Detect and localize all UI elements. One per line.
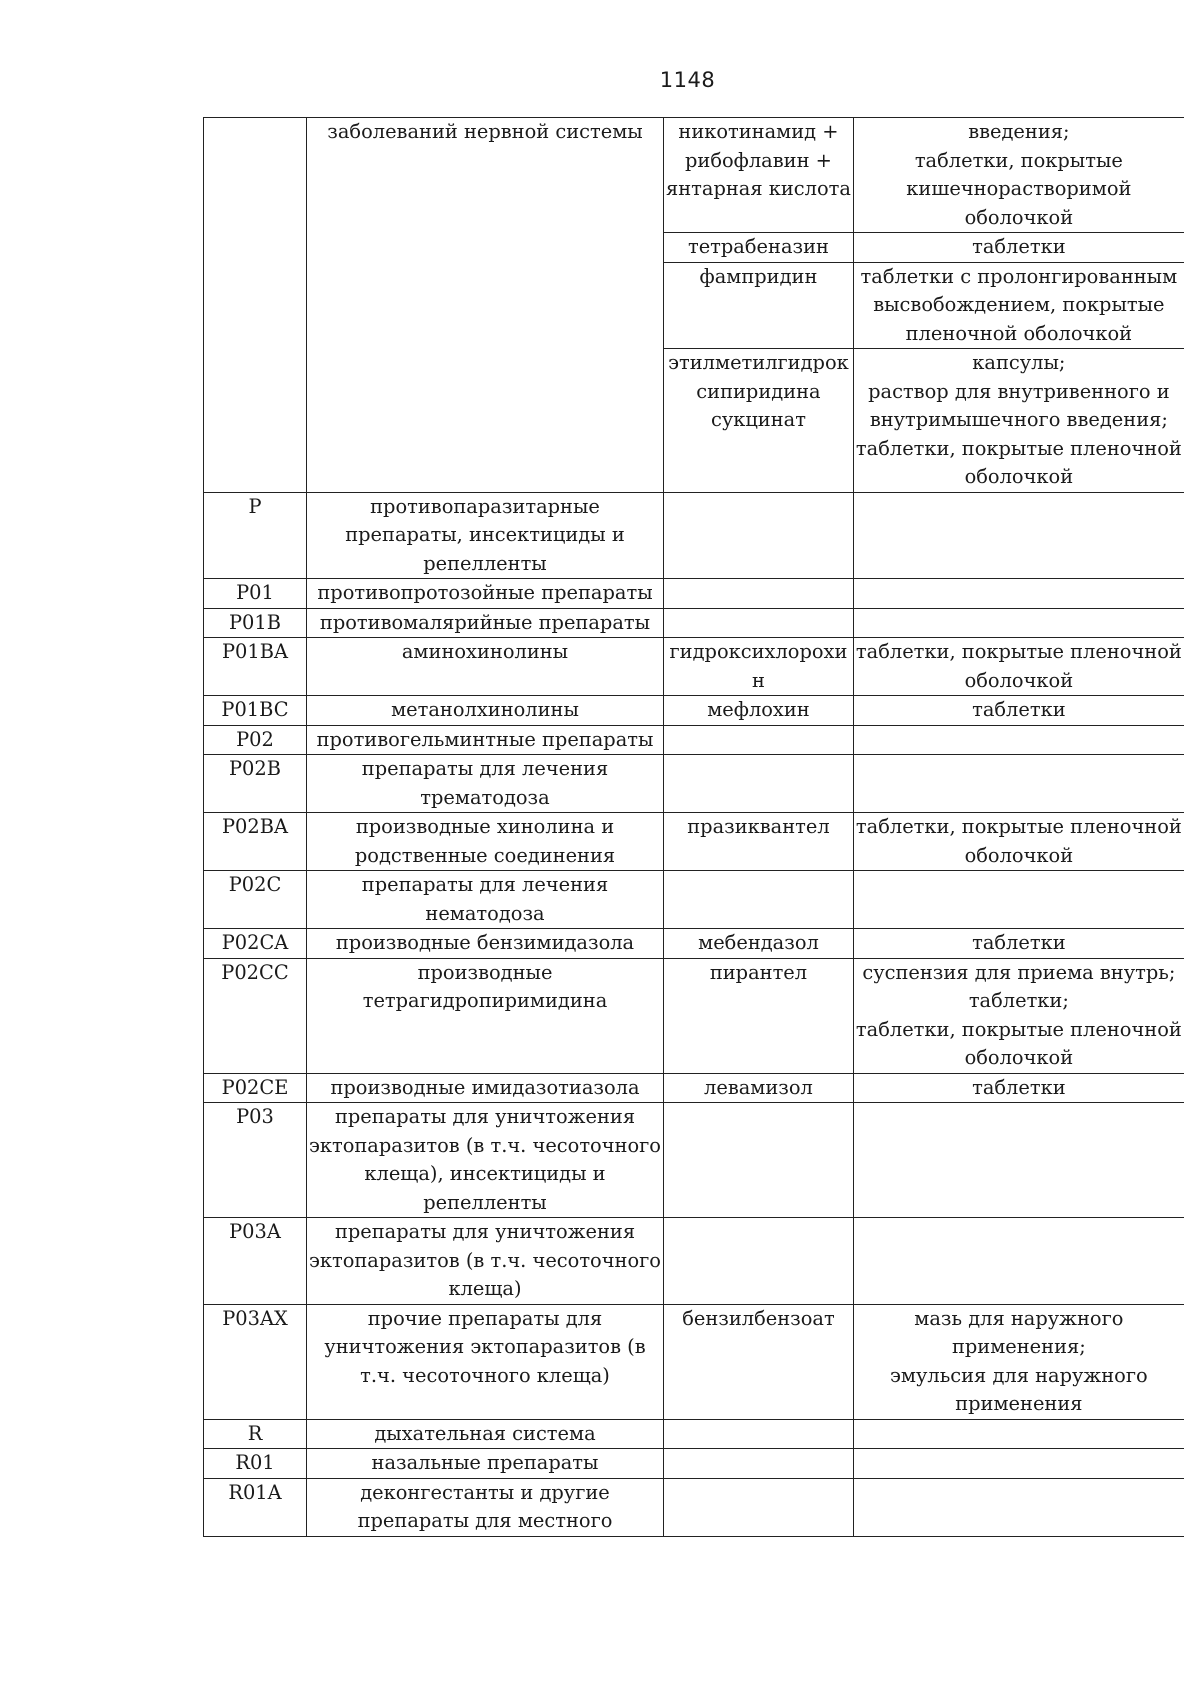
group-name-cell xyxy=(307,958,664,1073)
group-name-line: назальные препараты xyxy=(371,1451,599,1474)
dosage-form-entry xyxy=(854,232,1184,262)
atc-code-cell xyxy=(204,725,307,755)
drug-name-line: мефлохин xyxy=(707,698,810,721)
atc-code: R01A xyxy=(228,1480,282,1504)
atc-code: P01BC xyxy=(221,698,289,721)
drug-name-cell xyxy=(664,1073,854,1103)
atc-code-cell xyxy=(204,579,307,609)
atc-code-cell xyxy=(204,1478,307,1536)
dosage-form-line: таблетки, покрытые пленочной xyxy=(855,640,1182,663)
group-name-line: аминохинолины xyxy=(401,640,569,663)
group-name-line: препараты, инсектициды и xyxy=(345,523,625,546)
drug-name-cell xyxy=(664,725,854,755)
dosage-form-cell xyxy=(853,1478,1183,1536)
drug-name-cell xyxy=(664,1449,854,1479)
group-name-line: противомалярийные препараты xyxy=(319,610,651,634)
table-row xyxy=(204,492,1184,579)
dosage-form-cell xyxy=(853,579,1183,609)
group-name-cell xyxy=(307,696,664,726)
drug-name-line: бензилбензоат xyxy=(682,1306,835,1330)
atc-code-cell xyxy=(204,608,307,638)
atc-code: P02BA xyxy=(222,815,288,838)
drug-entry xyxy=(664,118,853,232)
dosage-form-cell xyxy=(853,492,1183,579)
drug-name-line: сипиридина xyxy=(696,379,821,403)
drug-name-cell xyxy=(664,871,854,929)
dosage-form-line: оболочкой xyxy=(964,205,1074,229)
group-name-cell xyxy=(307,929,664,959)
group-name-line: дыхательная система xyxy=(374,1421,596,1445)
group-name-cell xyxy=(307,638,664,696)
drug-name-cell xyxy=(664,696,854,726)
table-row xyxy=(204,1103,1184,1218)
drug-classification-table xyxy=(203,117,1184,1537)
table-row-continuation xyxy=(204,118,1184,493)
dosage-form-line: оболочкой xyxy=(964,843,1074,867)
dosage-form-cell xyxy=(853,755,1183,813)
atc-code-cell xyxy=(204,929,307,959)
drug-name-cell xyxy=(664,1103,854,1218)
drug-name-cell xyxy=(664,929,854,959)
atc-code: P02CA xyxy=(221,931,289,954)
dosage-form-line: таблетки с пролонгированным xyxy=(860,264,1178,288)
atc-code: P01BA xyxy=(222,640,288,663)
dosage-form-line: кишечнорастворимой xyxy=(906,177,1132,200)
atc-code: P03 xyxy=(236,1105,274,1128)
group-name-cell xyxy=(307,1073,664,1103)
drug-name-cell xyxy=(664,958,854,1073)
drug-entry xyxy=(664,232,853,262)
atc-code: P01B xyxy=(229,610,281,634)
atc-code: P02C xyxy=(228,873,282,896)
dosage-form-line: таблетки xyxy=(972,235,1066,258)
group-name-line: препараты для уничтожения xyxy=(334,1220,636,1243)
drug-name-cell xyxy=(664,813,854,871)
group-name-cell xyxy=(307,608,664,638)
group-name-cell xyxy=(307,1478,664,1536)
dosage-form-cell xyxy=(853,608,1183,638)
group-name-cell xyxy=(307,813,664,871)
drug-name-line: гидроксихлорохи xyxy=(669,640,848,663)
group-name-line: противогельминтные препараты xyxy=(316,727,654,751)
drug-name-cell xyxy=(664,118,854,493)
group-name-line: эктопаразитов (в т.ч. чесоточного xyxy=(309,1133,661,1157)
table-row xyxy=(204,696,1184,726)
atc-code: P03AX xyxy=(222,1306,288,1330)
dosage-form-line: таблетки xyxy=(972,1075,1066,1099)
atc-code-cell xyxy=(204,813,307,871)
drug-name-line: рибофлавин + xyxy=(685,148,832,172)
atc-code: P02CE xyxy=(221,1075,289,1099)
group-name-line: клеща), инсектициды и xyxy=(364,1162,606,1185)
atc-code: R01 xyxy=(235,1451,275,1474)
atc-code-cell xyxy=(204,1419,307,1449)
drug-name-cell xyxy=(664,1218,854,1305)
dosage-form-line: капсулы; xyxy=(972,351,1066,374)
atc-code-cell xyxy=(204,1103,307,1218)
dosage-form-cell xyxy=(853,1449,1183,1479)
group-name-cell xyxy=(307,871,664,929)
table-row xyxy=(204,579,1184,609)
dosage-form-cell xyxy=(853,725,1183,755)
drug-name-line: этилметилгидрок xyxy=(668,351,849,374)
dosage-form-cell xyxy=(853,1103,1183,1218)
group-name-cell xyxy=(307,1449,664,1479)
group-name-cell xyxy=(307,1419,664,1449)
dosage-form-cell xyxy=(853,871,1183,929)
atc-code: P xyxy=(248,494,262,518)
group-name-line: т.ч. чесоточного клеща) xyxy=(360,1363,610,1387)
dosage-form-entry xyxy=(854,118,1184,232)
dosage-form-line: высвобождением, покрытые xyxy=(873,293,1165,316)
atc-code-cell xyxy=(204,1304,307,1419)
drug-name-line: н xyxy=(751,668,765,692)
table-row xyxy=(204,725,1184,755)
atc-code-cell xyxy=(204,1218,307,1305)
dosage-form-line: оболочкой xyxy=(964,1046,1074,1069)
dosage-form-entry xyxy=(854,262,1184,349)
drug-name-cell xyxy=(664,638,854,696)
table-row xyxy=(204,1218,1184,1305)
dosage-form-cell xyxy=(853,1073,1183,1103)
dosage-form-line: введения; xyxy=(968,120,1070,143)
group-name-cell xyxy=(307,755,664,813)
group-name-line: деконгестанты и другие xyxy=(360,1480,610,1504)
group-name-line: заболеваний нервной системы xyxy=(327,120,643,143)
dosage-form-entry xyxy=(854,348,1184,492)
dosage-form-line: таблетки, покрытые xyxy=(914,148,1123,172)
group-name-line: препараты для уничтожения xyxy=(334,1105,636,1128)
drug-name-line: сукцинат xyxy=(710,408,806,431)
dosage-form-cell xyxy=(853,958,1183,1073)
group-name-line: производные бензимидазола xyxy=(335,931,635,954)
dosage-form-line: оболочкой xyxy=(964,465,1074,488)
atc-code-cell xyxy=(204,696,307,726)
drug-name-cell xyxy=(664,1478,854,1536)
drug-entry xyxy=(664,262,853,349)
dosage-form-line: таблетки xyxy=(972,931,1066,954)
table-row xyxy=(204,1304,1184,1419)
dosage-form-line: таблетки, покрытые пленочной xyxy=(855,815,1182,838)
dosage-form-cell xyxy=(853,118,1183,493)
group-name-line: производные xyxy=(417,960,553,984)
group-name-line: трематодоза xyxy=(420,785,550,809)
table-body xyxy=(204,118,1184,1537)
atc-code: P02CC xyxy=(221,960,289,984)
table-row xyxy=(204,1419,1184,1449)
dosage-form-line: пленочной оболочкой xyxy=(905,321,1133,345)
group-name-line: родственные соединения xyxy=(354,843,616,867)
group-name-cell xyxy=(307,1218,664,1305)
group-name-line: метанолхинолины xyxy=(391,698,579,721)
table-row xyxy=(204,638,1184,696)
drug-name-line: левамизол xyxy=(704,1075,813,1099)
drug-name-line: тетрабеназин xyxy=(687,235,829,258)
atc-code-cell xyxy=(204,1073,307,1103)
dosage-form-cell xyxy=(853,813,1183,871)
dosage-form-cell xyxy=(853,1304,1183,1419)
table-row xyxy=(204,755,1184,813)
group-name-cell xyxy=(307,579,664,609)
atc-code: P01 xyxy=(236,581,274,604)
group-name-cell xyxy=(307,1304,664,1419)
table-row xyxy=(204,958,1184,1073)
group-name-cell xyxy=(307,725,664,755)
table-row xyxy=(204,871,1184,929)
group-name-line: эктопаразитов (в т.ч. чесоточного xyxy=(309,1248,661,1272)
drug-name-cell xyxy=(664,579,854,609)
dosage-form-cell xyxy=(853,638,1183,696)
table-row xyxy=(204,929,1184,959)
group-name-line: препараты для местного xyxy=(357,1509,613,1532)
group-name-line: клеща) xyxy=(448,1277,522,1300)
table-row xyxy=(204,1073,1184,1103)
atc-code-cell xyxy=(204,638,307,696)
atc-code-cell xyxy=(204,492,307,579)
group-name-line: нематодоза xyxy=(425,901,545,925)
group-name-cell xyxy=(307,492,664,579)
group-name-line: репелленты xyxy=(423,551,547,575)
dosage-form-line: эмульсия для наружного xyxy=(890,1363,1148,1387)
drug-entry xyxy=(664,348,853,492)
dosage-form-line: применения xyxy=(955,1392,1083,1415)
group-name-line: тетрагидропиримидина xyxy=(362,989,608,1012)
atc-code: R xyxy=(247,1421,263,1445)
group-name-line: препараты для лечения xyxy=(361,757,609,780)
group-name-cell xyxy=(307,118,664,493)
drug-name-line: никотинамид + xyxy=(678,120,839,143)
dosage-form-cell xyxy=(853,696,1183,726)
table-row xyxy=(204,1478,1184,1536)
drug-name-cell xyxy=(664,755,854,813)
group-name-line: противопаразитарные xyxy=(370,494,600,518)
dosage-form-line: мазь для наружного xyxy=(914,1306,1124,1330)
page-number: 1148 xyxy=(659,68,716,92)
atc-code-cell xyxy=(204,1449,307,1479)
atc-code-cell xyxy=(204,958,307,1073)
drug-name-cell xyxy=(664,1419,854,1449)
dosage-form-line: раствор для внутривенного и xyxy=(868,379,1170,403)
dosage-form-cell xyxy=(853,1218,1183,1305)
atc-code: P02 xyxy=(236,727,274,751)
group-name-line: прочие препараты для xyxy=(367,1306,603,1330)
dosage-form-line: применения; xyxy=(951,1335,1086,1358)
group-name-line: препараты для лечения xyxy=(361,873,609,896)
dosage-form-line: оболочкой xyxy=(964,668,1074,692)
table-row xyxy=(204,608,1184,638)
atc-code-cell xyxy=(204,118,307,493)
table-row xyxy=(204,813,1184,871)
drug-name-cell xyxy=(664,492,854,579)
dosage-form-line: таблетки; xyxy=(968,989,1069,1012)
dosage-form-line: таблетки xyxy=(972,698,1066,721)
drug-name-cell xyxy=(664,608,854,638)
drug-name-line: янтарная кислота xyxy=(666,177,851,200)
dosage-form-line: суспензия для приема внутрь; xyxy=(862,960,1176,984)
dosage-form-line: таблетки, покрытые пленочной xyxy=(855,436,1182,460)
group-name-cell xyxy=(307,1103,664,1218)
atc-code: P03A xyxy=(229,1220,281,1243)
dosage-form-line: таблетки, покрытые пленочной xyxy=(855,1017,1182,1041)
drug-name-line: фампридин xyxy=(699,264,818,288)
group-name-line: репелленты xyxy=(423,1190,547,1214)
dosage-form-cell xyxy=(853,929,1183,959)
drug-name-line: пирантел xyxy=(709,960,808,984)
atc-code-cell xyxy=(204,871,307,929)
dosage-form-line: внутримышечного введения; xyxy=(869,408,1168,431)
group-name-line: противопротозойные препараты xyxy=(317,581,653,604)
table-row xyxy=(204,1449,1184,1479)
atc-code-cell xyxy=(204,755,307,813)
group-name-line: производные хинолина и xyxy=(355,815,615,838)
dosage-form-cell xyxy=(853,1419,1183,1449)
drug-name-line: мебендазол xyxy=(698,931,819,954)
group-name-line: уничтожения эктопаразитов (в xyxy=(324,1335,646,1358)
drug-name-line: празиквантел xyxy=(687,815,830,838)
group-name-line: производные имидазотиазола xyxy=(330,1075,640,1099)
atc-code: P02B xyxy=(229,757,281,780)
drug-name-cell xyxy=(664,1304,854,1419)
